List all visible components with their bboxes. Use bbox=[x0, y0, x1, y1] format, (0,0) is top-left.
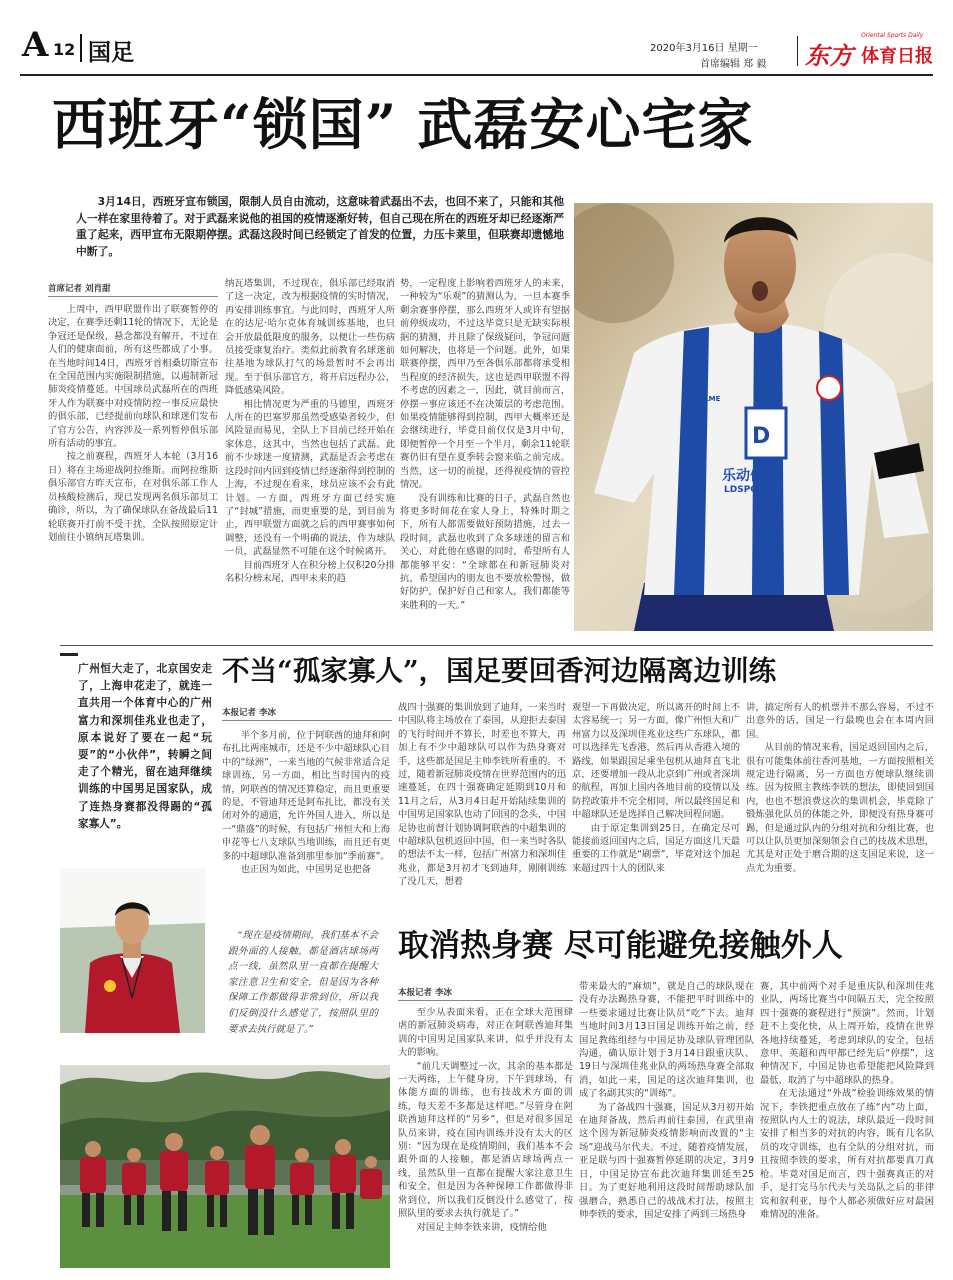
story3-column-3 bbox=[760, 980, 934, 1270]
story3-quote bbox=[228, 928, 378, 1058]
story3-column-2 bbox=[579, 980, 754, 1270]
lead-text: 3月14日，西班牙宣布锁国，限制人员自由流动，这意味着武磊出不去，也回不来了，只能和其他人一样在家里待着了。对于武磊来说他的祖国的疫情逐渐好转，但自己现在所在的西班牙却已经逐渐严重了起来，西甲宣布无限期停摆。武磊这段时间已经锁定了首发的位置，力压卡莱里，但联赛却遗憾地中断了。 bbox=[76, 195, 564, 258]
main-headline: 西班牙“锁国” 武磊安心宅家 bbox=[52, 92, 754, 157]
main-col1-para-2: 按之前赛程，西班牙人本轮（3月16日）将在主场迎战阿拉维斯。而阿拉维斯俱乐部官方昨天宣布，在对俱乐部工作人员核酸检测后，现已发现两名俱乐部员工确诊，所以，为了确保球队在备战最后11轮联赛开打前不受干扰，全队按照原定计划前往小镇纳瓦塔集训。 bbox=[48, 451, 218, 543]
story2-col4-para-1: 讲，搞定所有人的机票并不那么容易，不过不出意外的话，国足一行最晚也会在本周内回国。 bbox=[746, 702, 934, 740]
svg-text:D: D bbox=[752, 424, 771, 449]
logo-brand-rest: 体育日报 bbox=[861, 46, 933, 67]
pullquote-box bbox=[60, 653, 212, 863]
story3-col3-para-2: 在无法通过“外战”检验训练效果的情况下，李铁把重点放在了练“内”功上面，按照队内人士的说法，球队最近一段时间安排了相当多的对抗的内容，既有几名队员的攻守训练，也有全队的分组对抗，而且按照李铁的要求，所有对抗都要真刀真枪。毕竟对国足而言，四十强赛真正的对手，是打完马尔代夫与关岛队之后的菲律宾和叙利亚，每个人都必须做好应对最困难情况的准备。 bbox=[760, 1088, 934, 1220]
story3-byline: 本报记者 李冰 bbox=[398, 988, 452, 998]
story3-headline: 取消热身赛 尽可能避免接触外人 bbox=[398, 928, 843, 964]
main-byline-rule bbox=[48, 296, 218, 297]
masthead bbox=[0, 0, 953, 76]
wulei-photo-art bbox=[574, 203, 933, 631]
story2-byline-rule bbox=[222, 720, 392, 721]
section-divider bbox=[80, 34, 82, 62]
wulei-sponsor-en: LDSPORT bbox=[724, 485, 771, 495]
story2-column-3 bbox=[572, 701, 740, 921]
story2-byline: 本报记者 李冰 bbox=[222, 708, 276, 718]
story3-col1-para-3: 对国足主帅李铁来讲，疫情给他 bbox=[416, 1221, 547, 1233]
story3-col2-para-1: 带来最大的“麻烦”，就是自己的球队现在没有办法踢热身赛，不能把平时训练中的一些要求通过比赛让队员“吃”下去。迪拜当地时间3月13日国足训练开始之前，经国足教练组经与中国足协及球队管理团队沟通，确认原计划于3月14日跟重庆队、19日与深圳佳兆业队的两场热身赛全部取消，如此一来，国足的这次迪拜集训，也成了名副其实的“训练”。 bbox=[579, 981, 754, 1100]
story2-col2-para-1: 战四十强赛的集训放到了迪拜，一来当时中国队将主场放在了泰国，从迎拒去泰国的飞行时间并不算长，时差也不算大，再加上有不少中超球队可以作为热身赛对手，这些都是国足主帅李铁所看重的。不过，随着新冠肺炎疫情在世界范围内的迅速蔓延，在四十强赛确定延期到10月和11月之后，从3月4日起开始陆续集训的中国男足国家队也动了回国的念头，中国足协也前督计划协调阿联酋的中超集训的中超球队包机返回中国，但一来当时各队的想法不太一样，包括广州富力和深圳佳兆业，都是3月初才飞到迪拜，刚刚训练了没几天，想着 bbox=[398, 702, 566, 888]
story3-col3-para-1: 赛，其中前两个对手是重庆队和深圳佳兆业队，两场比赛当中间隔五天，完全按照四十强赛的赛程进行“预演”。然而，计划赶不上变化快，从上周开始，疫情在世界各地持续蔓延，考虑到球队的安全，包括意甲、英超和西甲都已经先后“停摆”，这种情况下，中国足协也希望能把风险降到最低，取消了与中超球队的热身。 bbox=[760, 981, 934, 1086]
main-column-1 bbox=[48, 303, 218, 633]
story3-column-1 bbox=[398, 1006, 573, 1270]
main-col3-para-2: 没有训练和比赛的日子，武磊自然也将更多时间花在家人身上，特殊时期之下，所有人都需要做好预防措施，过去一段时间，武磊也收到了众多球迷的留言和关心，对此他在感谢的同时，希望所有人都能够平安：“全球都在和新冠肺炎对抗，希望国内的朋友也不要放松警惕，做好防护，保护好自己和家人，我们都能等来胜利的一天。” bbox=[400, 492, 570, 611]
training-photo bbox=[60, 1065, 390, 1268]
masthead-divider bbox=[797, 36, 798, 66]
story3-quote-text: “现在是疫情期间，我们基本不会跟外面的人接触，都是酒店球场两点一线，虽然队里一直都在提醒大家注意卫生和安全，但是因为各种保障工作都做得非常到位，所以我们反倒没什么感觉了，按照队里的要求去执行就是了。” bbox=[228, 930, 378, 1035]
issue-date: 2020年3月16日 星期一 bbox=[650, 43, 758, 54]
main-col2-para-2: 相比情况更为严重的马德里，西班牙人所在的巴塞罗那虽然受感染者较少，但风险显而易见，全队上下目前已经开始在家休息，这其中，当然也包括了武磊。此前不少球迷一度猜测，武磊是否会考虑在这段时间内回到疫情已经逐渐得到控制的上海，不过现在看来，球员应该不会有此计划。一方面，西班牙方面已经实施了“封城”措施，而更重要的是，到目前为止，西甲联盟方面就之后的西甲赛事如何调整，还没有一个明确的说法，作为球队一员，武磊显然不可能在这个时候离开。 bbox=[225, 398, 395, 558]
main-column-2 bbox=[225, 277, 395, 633]
page-editor: 首席编辑 郑 毅 bbox=[700, 59, 767, 70]
wulei-photo bbox=[574, 203, 933, 631]
masthead-rule bbox=[20, 74, 933, 76]
story3-byline-rule bbox=[398, 1000, 573, 1001]
story3-col1-para-1: 至少从表面来看，正在全球大范围肆虐的新冠肺炎病毒，对正在阿联酋迪拜集训的中国男足国家队来讲，似乎并没有太大的影响。 bbox=[398, 1007, 573, 1059]
story2-col4-para-2: 从目前的情况来看，国足返回国内之后，很有可能集体前往香河基地，一方面按照相关规定进行隔离，另一方面也方便球队继续训练。因为按照主教练李铁的想法，即使回到国内，也也不想浪费这次的集训机会，毕竟除了锻炼强化队员的体能之外，即便没有热身赛可踢，但是通过队内的分组对抗和分组比赛，也可以让队员更加深刻领会自己的技战术思想，尤其是对正处于磨合期的这支国足来说，这一点尤为重要。 bbox=[746, 742, 934, 874]
main-byline: 首席记者 刘肖甜 bbox=[48, 284, 111, 294]
litie-photo bbox=[60, 868, 205, 1033]
newspaper-logo bbox=[805, 30, 945, 72]
pullquote-text: 广州恒大走了，北京国安走了，上海申花走了，就连一直共用一个体育中心的广州富力和深圳佳兆业也走了，原本说好了要在一起“玩耍”的“小伙伴”，转瞬之间走了个精光，留在迪拜继续训练的中国男足国家队，成了连热身赛都没得踢的“孤家寡人”。 bbox=[78, 663, 212, 830]
wulei-kit-brand: KELME bbox=[694, 395, 721, 403]
litie-photo-art bbox=[60, 868, 205, 1033]
pullquote-mark bbox=[60, 653, 78, 656]
story2-col1-para-2: 也正因为如此，中国男足也把备 bbox=[240, 864, 371, 876]
page-number: 12 bbox=[53, 40, 76, 59]
story2-column-1 bbox=[222, 729, 390, 921]
main-col3-para-1: 势，一定程度上影响着西班牙人的未来，一种较为“乐观”的猜测认为，一旦本赛季剩余赛事停摆，那么西班牙人或许有望据前停级成功，不过这毕竟只是无缺实际根据的猜测，并且除了保级疑问，争冠问题如何解决，也将是一个问题。此外，如果联赛停摆，西甲乃至各俱乐部都将承受相当程度的经济损失，这也是西甲联盟不得不考虑的因素之一，因此，就目前而言，停摆一事应该还不在决策层的考虑范围。如果疫情能够得到控制，西甲大概率还是会继续进行，毕竟目前仅仅是3月中旬，即便暂停一个月至一个半月，剩余11轮联赛仍旧有望在夏季转会窗来临之前完成。当然，这一切的前提，还得视疫情的管控情况。 bbox=[400, 278, 570, 491]
section-name: 国足 bbox=[88, 39, 134, 66]
story2-column-2 bbox=[398, 701, 566, 921]
lead-paragraph bbox=[76, 194, 564, 262]
story2-column-4 bbox=[746, 701, 934, 921]
logo-brand-en: Oriental Sports Daily bbox=[861, 32, 924, 39]
logo-brand: 东方 bbox=[805, 41, 853, 70]
main-col1-para-1: 上周中，西甲联盟作出了联赛暂停的决定，在赛季还剩11轮的情况下，无论是争冠还是保级，悬念都没有解开，不过在人们的健康面前，所有这些都成了小事。在当地时间14日，西班牙首相桑切斯宣布在全国范围内实施限制措施，以遏制新冠肺炎疫情蔓延。中国球员武磊所在的西班牙人作为联赛中对疫情防控一事反应最快的俱乐部，已经提前向球队和球迷们发布了官方公告，内容涉及一系列暂停俱乐部所有活动的事宜。 bbox=[48, 304, 218, 450]
page-letter: A bbox=[22, 25, 49, 65]
story2-headline: 不当“孤家寡人”，国足要回香河边隔离边训练 bbox=[222, 655, 777, 687]
story2-col1-para-1: 半个多月前，位于阿联酋的迪拜和阿布扎比两座城市，还是不少中超球队心目中的“绿洲”，一来当地的气候非常适合足球训练，另一方面，相比当时国内的疫情，阿联酋的情况还算稳定，而且更重要的是，不管迪拜还是阿布扎比，都没有关闭对外的通道，允许外国人进入，所以是一“鼎盛”的时候，有包括广州恒大和上海申花等七八支球队当地训练，而且还有更多的中超球队准备到那里参加“季前赛”。 bbox=[222, 730, 390, 862]
story3-col1-para-2: “前几天调整过一次，其余的基本都是一天两练，上午健身房，下午到球场，有体能方面的训练，也有技战术方面的训练，每天差不多都是这样吧。”尽管身在阿联酋迪拜这样的“另乡”，但是对很多国足队员来讲，疫在国内训练并没有太大的区别：“因为现在是疫情期间，我们基本不会跟外面的人接触，都是酒店球场两点一线，虽然队里一直都在提醒大家注意卫生和安全，但是因为各种保障工作都做得非常到位，所以我们反倒没什么感觉了，按照队里的要求去执行就是了。” bbox=[398, 1060, 573, 1220]
main-column-3 bbox=[400, 277, 570, 633]
story2-col3-para-1: 观望一下再做决定，所以离开的时间上不太容易统一；另一方面，像广州恒大和广州富力以及深圳佳兆业这些广东球队，都可以选择先飞香港，然后再从香港入境的路线，如果跟国足乘坐包机从迪拜直飞北京，还要增加一段从北京到广州或者深圳的航程，再加上国内各地目前的疫情以及防控政策并不完全相同，所以最终国足和中超球队还是选择自己解决回程问题。 bbox=[572, 702, 740, 821]
wulei-sponsor: 乐动体育 bbox=[722, 468, 778, 484]
main-col2-para-3: 目前西班牙人在积分榜上仅积20分排名积分榜末尾，西甲未来的趋 bbox=[225, 559, 395, 584]
story2-top-rule bbox=[60, 645, 933, 646]
story2-col3-para-2: 由于原定集训到25日，在确定尽可能接前返回国内之后，国足方面这几天最重要的工作就是“刷票”，毕竟对这个加起来超过四十人的团队来 bbox=[572, 822, 740, 874]
main-col2-para-1: 纳瓦塔集训，不过现在，俱乐部已经取消了这一决定，改为根据疫情的实时情况，再安排训练事宜。与此同时，西班牙人所在的达尼·哈尔克体育城训练基地，也只会开放最低限度的服务，以便让一些伤病员接受康复治疗。类似此前教育名球迷前往基地为球队打气的场景暂时不会再出现。至于俱乐部官方，将开启远程办公，降低感染风险。 bbox=[225, 278, 395, 397]
training-photo-art bbox=[60, 1065, 390, 1268]
story3-col2-para-2: 为了备战四十强赛，国足从3月初开始在迪拜备战，然后再前往泰国，在武里南这个因为新冠肺炎疫情影响而改置的“主场”迎战马尔代夫。不过，随着疫情发展，亚足联与四十强赛暂停延期的决定，3月9日，中国足协宣布此次迪拜集训延至25日。为了更好地利用这段时间帮助球队加强磨合，熟悉自己的战战术打法，按照主帅李铁的要求，国足安排了两到三场热身 bbox=[579, 1101, 754, 1220]
